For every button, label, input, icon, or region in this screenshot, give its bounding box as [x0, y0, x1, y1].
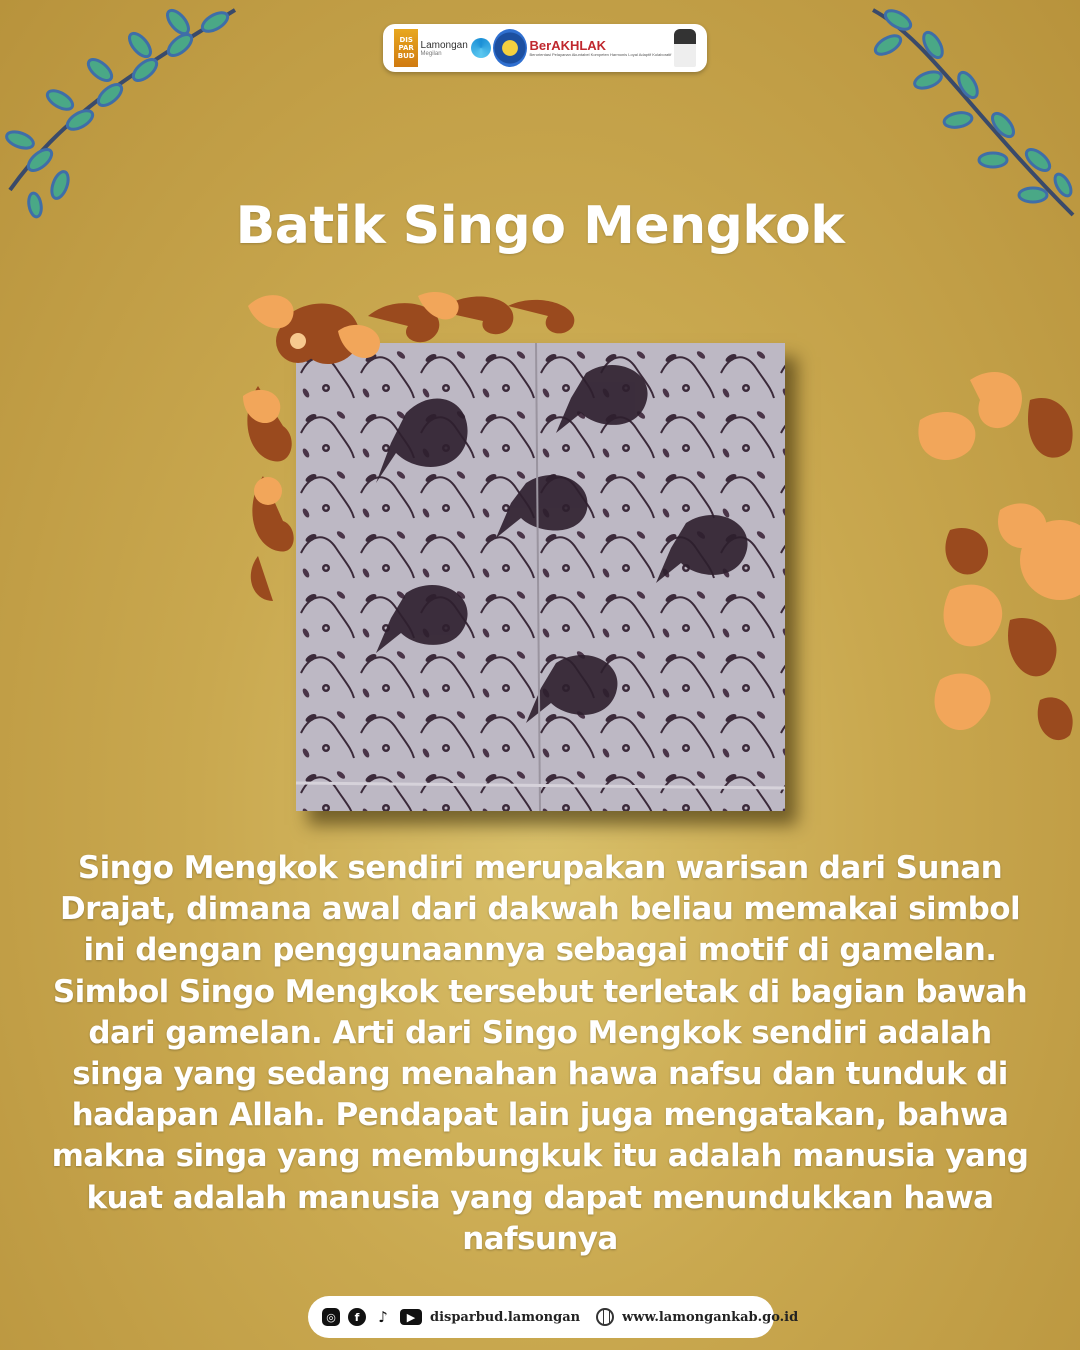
lamongan-megilan-logo: Lamongan Megilan	[421, 38, 491, 58]
flourish-ornament-right	[910, 360, 1080, 750]
social-handle[interactable]: disparbud.lamongan	[430, 1309, 581, 1325]
photo-corner-ornament	[238, 286, 583, 604]
vine-ornament-top-left	[0, 0, 245, 225]
youtube-icon[interactable]: ▶	[400, 1309, 422, 1325]
regency-seal-logo	[493, 29, 527, 67]
tiktok-icon[interactable]: ♪	[374, 1308, 392, 1326]
social-footer-bar	[308, 1296, 799, 1338]
description-text: Singo Mengkok sendiri merupakan warisan dari Sunan Drajat, dimana awal dari dakwah beliau memakai simbol ini dengan penggunaannya sebagai motif di gamelan. Simbol Singo Mengkok tersebut terletak di bagian bawah dari gamelan. Arti dari Singo Mengkok sendiri adalah singa yang sedang menahan hawa nafsu dan tunduk di hadapan Allah. Pendapat lain juga mengatakan, bahwa makna singa yang membungkuk itu adalah manusia yang kuat adalah manusia yang dapat menundukkan hawa nafsunya	[51, 850, 1029, 1257]
berakhlak-logo: BerAKHLAK Berorientasi Pelayanan Akuntabel Kompeten Harmonis Loyal Adaptif Kolaboratif	[529, 37, 672, 57]
instagram-icon[interactable]: ◎	[322, 1308, 340, 1326]
mascot-logo	[674, 29, 696, 67]
partner-logo-bar	[383, 24, 707, 72]
website-link[interactable]: www.lamongankab.go.id	[622, 1309, 799, 1325]
page-title: Batik Singo Mengkok	[235, 196, 845, 256]
disparbud-logo: DIS PAR BUD	[394, 29, 418, 67]
wave-icon	[471, 38, 491, 58]
globe-icon	[596, 1308, 614, 1326]
facebook-icon[interactable]: f	[348, 1308, 366, 1326]
